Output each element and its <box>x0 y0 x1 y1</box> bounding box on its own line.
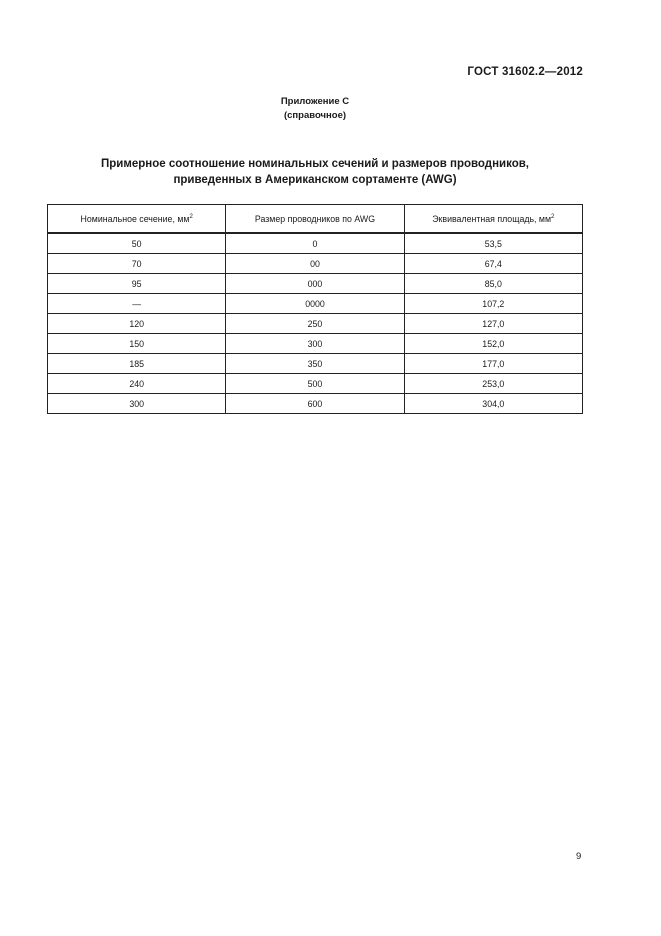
table-cell: 85,0 <box>404 274 582 294</box>
awg-conversion-table <box>47 204 583 414</box>
table-cell: 67,4 <box>404 254 582 274</box>
title-line-2: приведенных в Американском сортаменте (AWG) <box>173 173 457 186</box>
table-cell: 127,0 <box>404 314 582 334</box>
superscript: 2 <box>189 213 193 220</box>
table-row <box>48 334 583 354</box>
table-cell: — <box>48 294 226 314</box>
table-cell: 177,0 <box>404 354 582 374</box>
table-row <box>48 314 583 334</box>
table-row <box>48 254 583 274</box>
column-header-awg-size <box>226 205 404 234</box>
standard-code: ГОСТ 31602.2—2012 <box>467 66 583 78</box>
table-cell: 250 <box>226 314 404 334</box>
table-row <box>48 233 583 254</box>
column-header-label: Номинальное сечение, мм <box>80 213 190 224</box>
appendix-label: Приложение С <box>280 96 350 107</box>
table-cell: 0 <box>226 233 404 254</box>
table-cell: 304,0 <box>404 394 582 414</box>
title-line-1: Примерное соотношение номинальных сечений и размеров проводников, <box>101 158 529 170</box>
table-cell: 107,2 <box>404 294 582 314</box>
table-cell: 350 <box>226 354 404 374</box>
table-row <box>48 294 583 314</box>
document-title <box>0 157 630 188</box>
column-header-label: Эквивалентная площадь, мм <box>432 213 552 224</box>
table-cell: 00 <box>226 254 404 274</box>
superscript: 2 <box>551 213 555 220</box>
appendix-type: (справочное) <box>283 110 347 121</box>
table-cell: 300 <box>226 334 404 354</box>
table-row <box>48 394 583 414</box>
table-cell: 000 <box>226 274 404 294</box>
table-cell: 185 <box>48 354 226 374</box>
appendix-heading <box>0 95 630 123</box>
column-header-label: Размер проводников по AWG <box>254 213 376 224</box>
table-cell: 152,0 <box>404 334 582 354</box>
page-number: 9 <box>576 851 582 862</box>
table-row <box>48 274 583 294</box>
table-cell: 500 <box>226 374 404 394</box>
table-cell: 253,0 <box>404 374 582 394</box>
table-cell: 240 <box>48 374 226 394</box>
table-row <box>48 374 583 394</box>
table-row <box>48 354 583 374</box>
table-cell: 120 <box>48 314 226 334</box>
table-cell: 0000 <box>226 294 404 314</box>
table-cell: 70 <box>48 254 226 274</box>
column-header-nominal-section <box>48 205 226 234</box>
table-cell: 300 <box>48 394 226 414</box>
table-header-row <box>48 205 583 234</box>
column-header-equivalent-area <box>404 205 582 234</box>
table-cell: 53,5 <box>404 233 582 254</box>
table-cell: 95 <box>48 274 226 294</box>
table-cell: 50 <box>48 233 226 254</box>
table-cell: 150 <box>48 334 226 354</box>
table-cell: 600 <box>226 394 404 414</box>
